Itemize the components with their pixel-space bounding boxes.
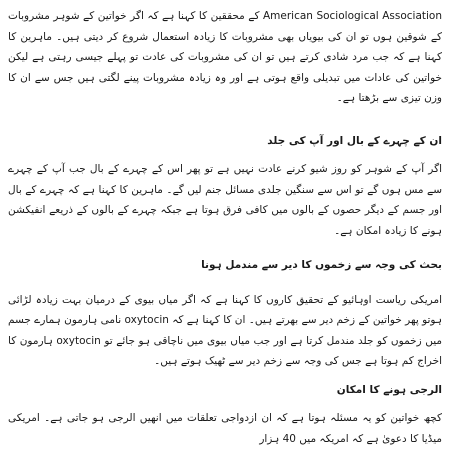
- paragraph-spacer: [8, 400, 442, 408]
- paragraph-spacer: [8, 109, 442, 131]
- paragraph-spacer: [8, 372, 442, 380]
- section-heading-allergy: الرجی ہونے کا امکان: [336, 383, 442, 396]
- article-paragraph-4: کچھ خواتین کو یہ مسئلہ ہوتا ہے کہ ان ازدواجی تعلقات میں انھیں الرجی ہو جاتی ہے۔ امریکی میڈیا کا دعویٰ ہے کہ امریکہ میں 40 ہزار: [8, 412, 442, 445]
- paragraph-spacer: [8, 276, 442, 290]
- article-paragraph-3: امریکی ریاست اوہائیو کے تحقیق کاروں کا کہنا ہے کہ اگر میاں بیوی کے درمیان بہت زیادہ لڑائی ہوتو پھر خواتین کے زخم دیر سے بھرتے ہیں۔ ان کا کہنا ہے کہ oxytocin نامی ہارمون ہمارے جسم میں زخموں کو جلد مندمل کرتا ہے اور جب میاں بیوی میں ناچاقی ہو جائے تو oxytocin ہارمون کا اخراج کم ہوتا ہے جس کی وجہ سے زخم دیر سے ٹھیک ہوتے ہیں۔: [7, 293, 442, 367]
- paragraph-spacer: [8, 241, 442, 255]
- section-heading-facial-hair: ان کے چہرے کے بال اور آپ کی جلد: [267, 134, 442, 147]
- paragraph-spacer: [8, 151, 442, 159]
- article-paragraph-2: اگر آپ کے شوہر کو روز شیو کرنے عادت نہیں ہے تو پھر اس کے چہرے کے بال جب آپ کے چہرے سے مس ہوں گے تو اس سے سنگین جلدی مسائل جنم لیں گے۔ ماہرین کا کہنا ہے کہ چہرے کے بال اور جسم کے دیگر حصوں کے بالوں میں کافی فرق ہوتا ہے جبکہ چہرے کے بالوں کے ذریعے انفیکشن ہونے کا زیادہ امکان ہے۔: [8, 163, 442, 237]
- section-heading-wound-healing: بحث کی وجہ سے زخموں کا دیر سے مندمل ہونا: [201, 259, 442, 271]
- article-paragraph-1: American Sociological Association کے محققین کا کہنا ہے کہ اگر خواتین کے شوہر مشروبات کے شوقین ہوں تو ان کی بیویاں بھی مشروبات کا زیادہ استعمال شروع کر دیتی ہیں۔ ماہرین کا کہنا ہے کہ جب مرد شادی کرتے ہیں تو ان کی مشروبات کی عادت تو پہلے جیسی رہتی ہے لیکن خواتین کی عادات میں تبدیلی واقع ہوتی ہے اور وہ زیادہ مشروبات پینے لگتی ہیں جس سے ان کا وزن تیزی سے بڑھتا ہے۔: [8, 10, 442, 104]
